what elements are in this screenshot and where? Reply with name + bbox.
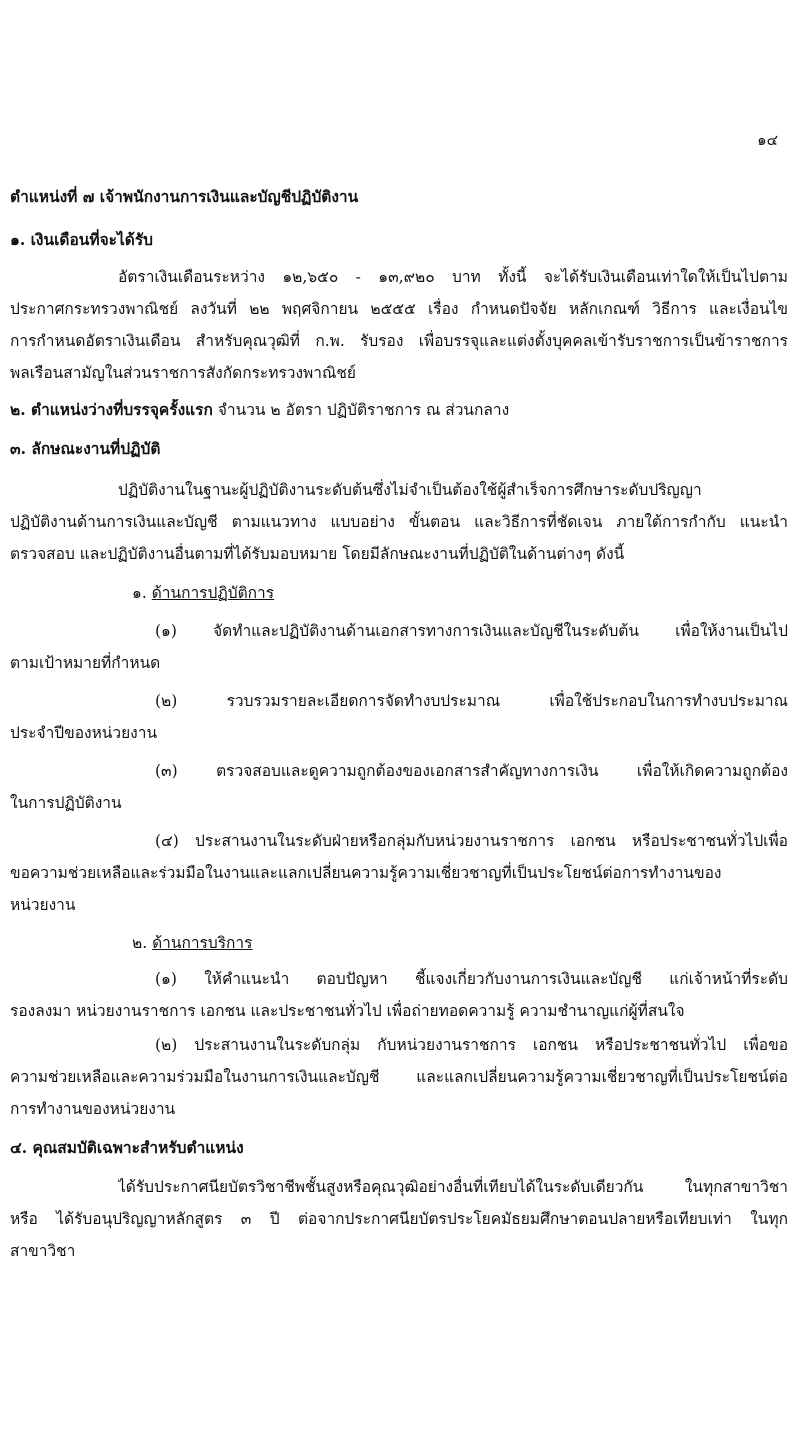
section3-intro-line: ตรวจสอบ และปฏิบัติงานอื่นตามที่ได้รับมอบหมาย โดยมีลักษณะงานที่ปฏิบัติในด้านต่างๆ ดังนี้ (10, 545, 625, 563)
section4-heading: ๔. คุณสมบัติเฉพาะสำหรับตำแหน่ง (10, 1138, 244, 1157)
section1-heading: ๑. เงินเดือนที่จะได้รับ (10, 230, 154, 249)
section1-line: พลเรือนสามัญในส่วนราชการสังกัดกระทรวงพาณิชย์ (10, 364, 356, 382)
sub1-item2-line: (๒) รวบรวมรายละเอียดการจัดทำงบประมาณ เพื่อใช้ประกอบในการทำงบประมาณ (155, 692, 788, 710)
section3-intro-line: ปฏิบัติงานด้านการเงินและบัญชี ตามแนวทาง แบบอย่าง ขั้นตอน และวิธีการที่ชัดเจน ภายใต้การกำกับ แนะนำ (10, 513, 788, 531)
position-title: ตำแหน่งที่ ๗ เจ้าพนักงานการเงินและบัญชีปฏิบัติงาน (10, 187, 359, 206)
sub1-item1-line: ตามเป้าหมายที่กำหนด (10, 654, 161, 672)
sub2-item1-line: (๑) ให้คำแนะนำ ตอบปัญหา ชี้แจงเกี่ยวกับงานการเงินและบัญชี แก่เจ้าหน้าที่ระดับ (155, 970, 788, 988)
section2-text: จำนวน ๒ อัตรา ปฏิบัติราชการ ณ ส่วนกลาง (217, 401, 510, 419)
sub2-item2-line: การทำงานของหน่วยงาน (10, 1100, 176, 1118)
section4-line: ได้รับประกาศนียบัตรวิชาชีพชั้นสูงหรือคุณวุฒิอย่างอื่นที่เทียบได้ในระดับเดียวกัน ในทุกสาขาวิชา (118, 1178, 788, 1196)
section4-line: หรือ ได้รับอนุปริญญาหลักสูตร ๓ ปี ต่อจากประกาศนียบัตรประโยคมัธยมศึกษาตอนปลายหรือเทียบเท่า ในทุก (10, 1210, 788, 1228)
section1-line: ประกาศกระทรวงพาณิชย์ ลงวันที่ ๒๒ พฤศจิกายน ๒๕๕๕ เรื่อง กำหนดปัจจัย หลักเกณฑ์ วิธีการ และเงื่อนไข (10, 300, 788, 318)
page-number: ๑๔ (757, 131, 778, 149)
subsection1-title: ด้านการปฏิบัติการ (151, 584, 275, 602)
section1-line: การกำหนดอัตราเงินเดือน สำหรับคุณวุฒิที่ ก.พ. รับรอง เพื่อบรรจุและแต่งตั้งบุคคลเข้ารับราชการเป็นข้าราชการ (10, 332, 788, 350)
section3-heading: ๓. ลักษณะงานที่ปฏิบัติ (10, 439, 161, 458)
section2-heading: ๒. ตำแหน่งว่างที่บรรจุครั้งแรก (10, 400, 213, 419)
sub2-item2-line: (๒) ประสานงานในระดับกลุ่ม กับหน่วยงานราชการ เอกชน หรือประชาชนทั่วไป เพื่อขอ (155, 1036, 788, 1054)
sub1-item2-line: ประจำปีของหน่วยงาน (10, 724, 158, 742)
section1-line: อัตราเงินเดือนระหว่าง ๑๒,๖๕๐ - ๑๓,๙๒๐ บาท ทั้งนี้ จะได้รับเงินเดือนเท่าใดให้เป็นไปตาม (118, 268, 788, 286)
sub1-item3-line: (๓) ตรวจสอบและดูความถูกต้องของเอกสารสำคัญทางการเงิน เพื่อให้เกิดความถูกต้อง (155, 762, 788, 780)
sub1-item1-line: (๑) จัดทำและปฏิบัติงานด้านเอกสารทางการเงินและบัญชีในระดับต้น เพื่อให้งานเป็นไป (155, 622, 788, 640)
section4-line: สาขาวิชา (10, 1242, 76, 1260)
sub1-item4-line: (๔) ประสานงานในระดับฝ่ายหรือกลุ่มกับหน่วยงานราชการ เอกชน หรือประชาชนทั่วไปเพื่อ (155, 832, 788, 850)
sub2-item1-line: รองลงมา หน่วยงานราชการ เอกชน และประชาชนทั่วไป เพื่อถ่ายทอดความรู้ ความชำนาญแก่ผู้ที่สนใจ (10, 1002, 685, 1020)
subsection1-number: ๑. (132, 584, 147, 602)
sub1-item4-line: ขอความช่วยเหลือและร่วมมือในงานและแลกเปลี่ยนความรู้ความเชี่ยวชาญที่เป็นประโยชน์ต่อการทำงานของ (10, 864, 722, 882)
subsection2-number: ๒. (132, 934, 148, 952)
subsection2-heading (132, 932, 532, 954)
subsection1-heading (132, 582, 532, 604)
section3-intro-line: ปฏิบัติงานในฐานะผู้ปฏิบัติงานระดับต้นซึ่งไม่จำเป็นต้องใช้ผู้สำเร็จการศึกษาระดับปริญญา (118, 481, 702, 499)
sub1-item3-line: ในการปฏิบัติงาน (10, 794, 122, 812)
section2-line (10, 399, 788, 421)
subsection2-title: ด้านการบริการ (152, 934, 253, 952)
sub1-item4-line: หน่วยงาน (10, 896, 76, 914)
sub2-item2-line: ความช่วยเหลือและความร่วมมือในงานการเงินและบัญชี และแลกเปลี่ยนความรู้ความเชี่ยวชาญที่เป็นประโยชน์ต่อ (10, 1068, 788, 1086)
